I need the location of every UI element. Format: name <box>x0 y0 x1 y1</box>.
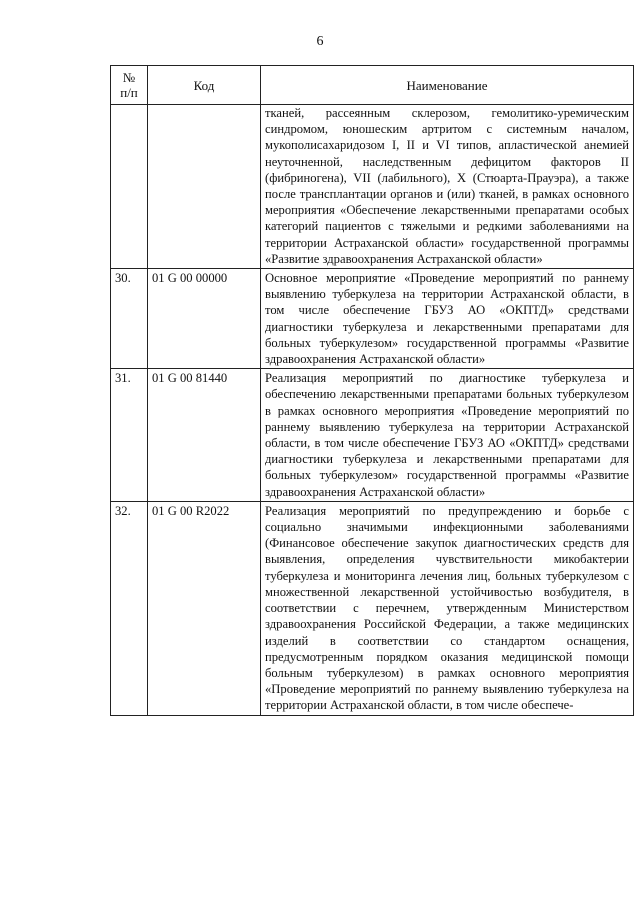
row-code <box>148 105 261 269</box>
row-number: 31. <box>111 369 148 502</box>
table-header-row <box>111 66 634 105</box>
row-name: Реализация мероприятий по предупреждению и борьбе с социально значимыми инфекционными заболеваниями (Финансовое обеспечение закупок диагностических средств для выявления, определения чувствительности микобактерии туберкулеза и мониторинга лечения лиц, больных туберкулезом с множественной лекарственной устойчивостью возбудителя, в соответствии с перечнем, утвержденным Министерством здравоохранения Российской Федерации, а также медицинских изделий в соответствии со стандартом оснащения, предусмотренным порядком оказания медицинской помощи больным туберкулезом) в рамках основного мероприятия «Проведение мероприятий по раннему выявлению туберкулеза на территории Астраханской области, в том числе обеспече- <box>261 501 634 715</box>
row-code: 01 G 00 81440 <box>148 369 261 502</box>
row-name: тканей, рассеянным склерозом, гемолитико-уремическим синдромом, юношеским артритом с системным началом, мукополисахаридозом I, II и VI типов, апластической анемией неуточненной, наследственным дефицитом факторов II (фибриногена), VII (лабильного), X (Стюарта-Прауэра), а также после трансплантации органов и (или) тканей, в рамках основного мероприятия «Обеспечение лекарственными препаратами особых категорий пациентов с тяжелыми и редкими заболеваниями на территории Астраханской области» государственной программы «Развитие здравоохранения Астраханской области» <box>261 105 634 269</box>
header-code: Код <box>148 66 261 105</box>
table-row <box>111 269 634 369</box>
row-code: 01 G 00 R2022 <box>148 501 261 715</box>
table-row <box>111 501 634 715</box>
row-code: 01 G 00 00000 <box>148 269 261 369</box>
row-number <box>111 105 148 269</box>
row-name: Основное мероприятие «Проведение мероприятий по раннему выявлению туберкулеза на территории Астраханской области, в том числе обеспечение ГБУЗ АО «ОКПТД» средствами диагностики туберкулеза и лекарственными препаратами для больных туберкулезом» государственной программы «Развитие здравоохранения Астраханской области» <box>261 269 634 369</box>
row-name: Реализация мероприятий по диагностике туберкулеза и обеспечению лекарственными препаратами больных туберкулезом в рамках основного мероприятия «Проведение мероприятий по раннему выявлению туберкулеза на территории Астраханской области, в том числе обеспечение ГБУЗ АО «ОКПТД» средствами диагностики туберкулеза и лекарственными препаратами для больных туберкулезом» государственной программы «Развитие здравоохранения Астраханской области» <box>261 369 634 502</box>
table-row <box>111 105 634 269</box>
header-num: № п/п <box>111 66 148 105</box>
row-number: 32. <box>111 501 148 715</box>
header-name: Наименование <box>261 66 634 105</box>
table-row <box>111 369 634 502</box>
budget-classification-table <box>110 65 634 716</box>
page-number: 6 <box>316 34 324 49</box>
row-number: 30. <box>111 269 148 369</box>
